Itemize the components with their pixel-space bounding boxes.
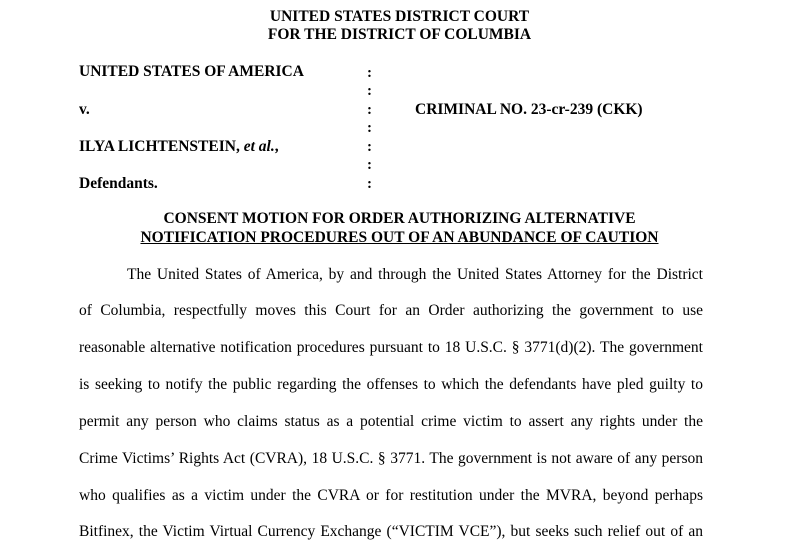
caption-defendant-suffix: et al.	[243, 138, 275, 155]
caption-colon: :	[367, 139, 372, 155]
body-line: The United States of America, by and through the United States Attorney for the District	[127, 266, 703, 283]
court-name-heading: UNITED STATES DISTRICT COURT	[269, 8, 530, 25]
caption-defendant-name: ILYA LICHTENSTEIN,	[79, 138, 240, 155]
caption-versus: v.	[79, 101, 90, 118]
caption-defendant-tail: ,	[274, 138, 279, 155]
caption-colon: :	[367, 176, 372, 192]
motion-title-line2-text: NOTIFICATION PROCEDURES OUT OF AN ABUNDANCE OF CAUTION	[140, 229, 659, 246]
body-line: permit any person who claims status as a potential crime victim to assert any rights under the	[79, 413, 703, 430]
body-line: is seeking to notify the public regarding the offenses to which the defendants have pled guilty to	[79, 376, 703, 393]
caption-colon: :	[367, 65, 372, 81]
caption-defendant	[79, 138, 279, 156]
body-line: who qualifies as a victim under the CVRA or for restitution under the MVRA, beyond perhaps	[79, 487, 703, 504]
caption-colon: :	[367, 102, 372, 118]
caption-plaintiff: UNITED STATES OF AMERICA	[79, 63, 304, 80]
case-number: CRIMINAL NO. 23-cr-239 (CKK)	[415, 101, 643, 118]
body-line: Bitfinex, the Victim Virtual Currency Exchange (“VICTIM VCE”), but seeks such relief out of an	[79, 523, 703, 540]
motion-title-line1: CONSENT MOTION FOR ORDER AUTHORIZING ALTERNATIVE	[163, 210, 636, 227]
caption-colon: :	[367, 83, 372, 99]
caption-defendants-label: Defendants.	[79, 175, 158, 192]
body-line: reasonable alternative notification procedures pursuant to 18 U.S.C. § 3771(d)(2). The government	[79, 339, 703, 356]
caption-colon: :	[367, 120, 372, 136]
court-district-heading: FOR THE DISTRICT OF COLUMBIA	[267, 26, 532, 43]
caption-colon: :	[367, 157, 372, 173]
body-line: of Columbia, respectfully moves this Court for an Order authorizing the government to use	[79, 302, 703, 319]
motion-title-line2	[0, 229, 799, 247]
body-line: Crime Victims’ Rights Act (CVRA), 18 U.S.C. § 3771. The government is not aware of any person	[79, 450, 703, 467]
